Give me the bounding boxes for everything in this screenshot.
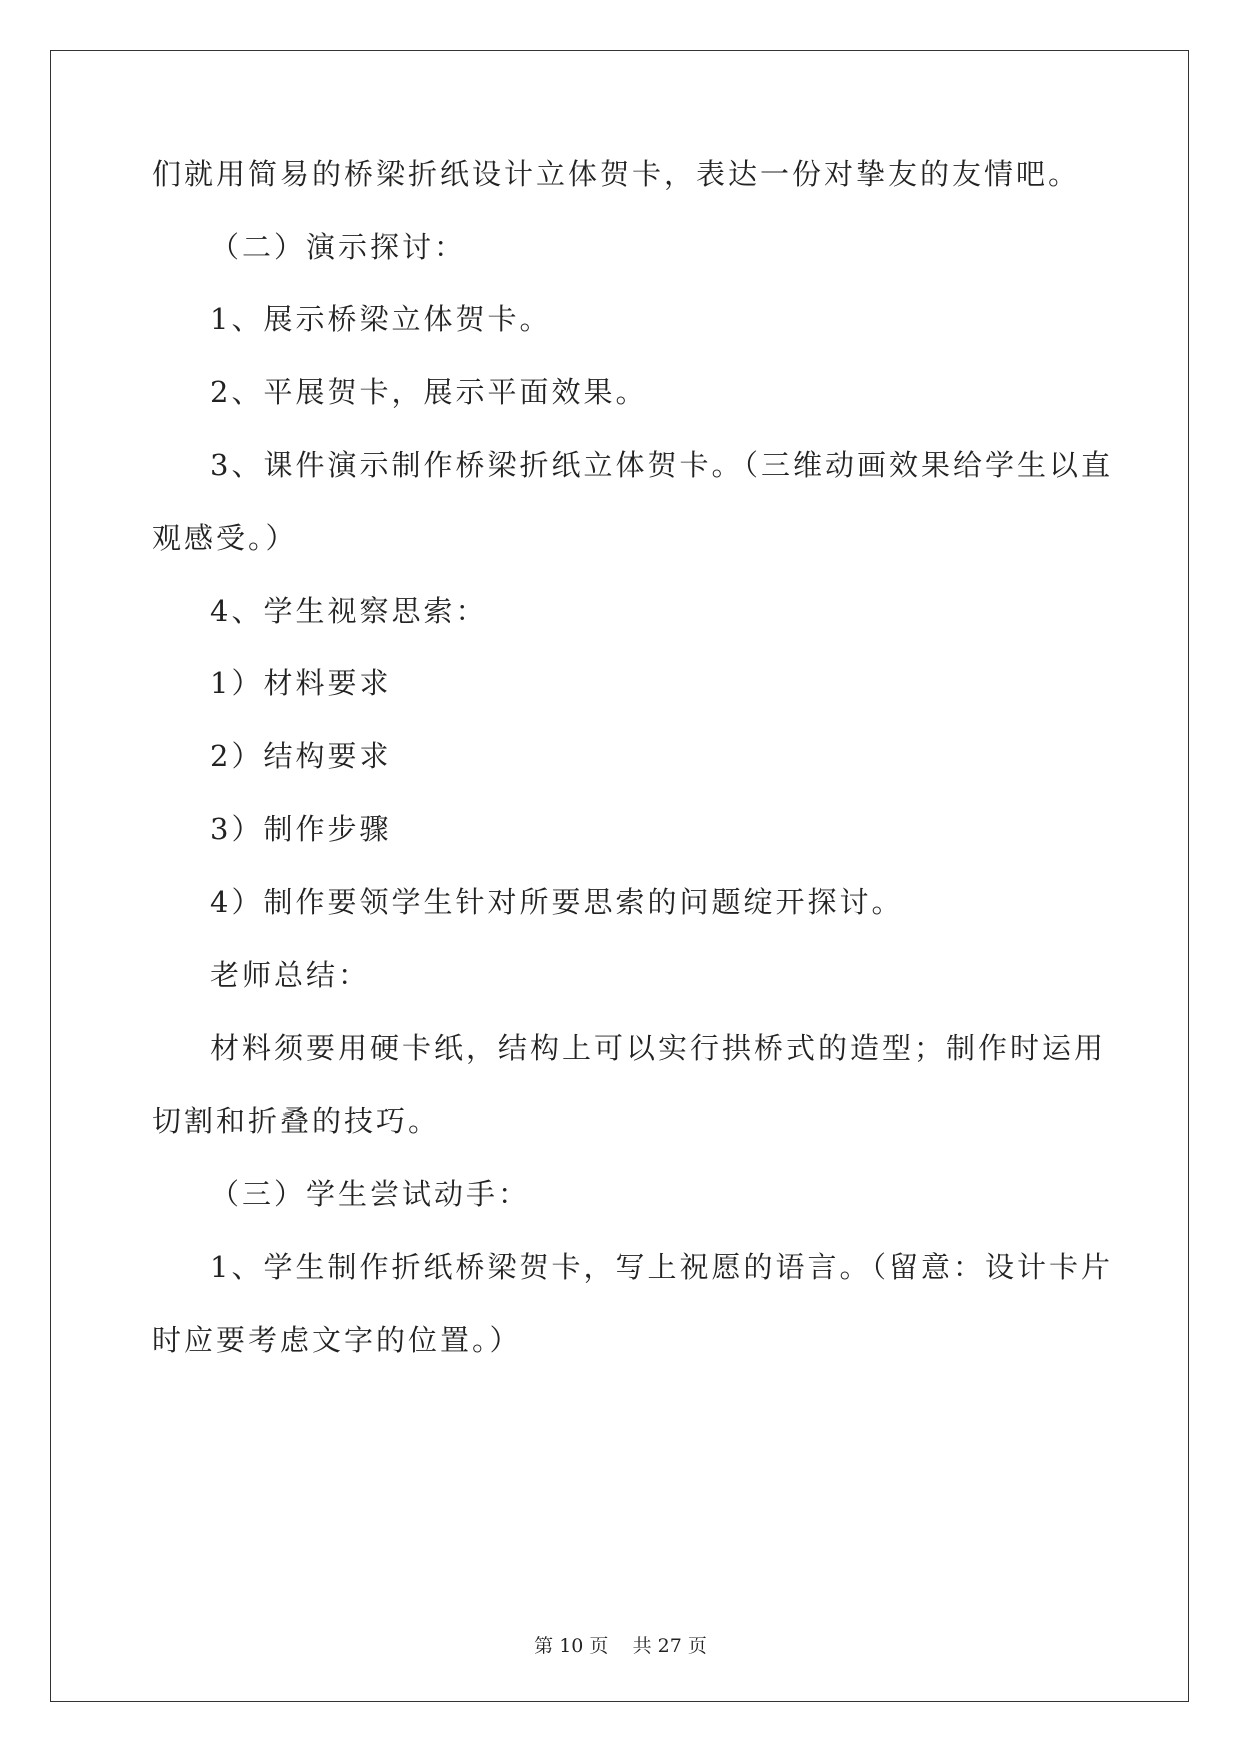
page-number-footer: 第 10 页 共 27 页 [534,1635,707,1657]
list-item: 4、学生视察思索： [210,594,488,628]
list-item: 1、展示桥梁立体贺卡。 [210,302,552,336]
sub-list-item: 3）制作步骤 [210,812,392,846]
section-heading: 老师总结： [210,958,371,992]
sub-list-item: 4）制作要领学生针对所要思索的问题绽开探讨。 [210,885,904,919]
sub-list-item: 2）结构要求 [210,739,392,773]
paragraph-line: 材料须要用硬卡纸，结构上可以实行拱桥式的造型；制作时运用 [210,1031,1107,1065]
list-item: 3、课件演示制作桥梁折纸立体贺卡。（三维动画效果给学生以直 [210,448,1113,482]
list-item-continuation: 时应要考虑文字的位置。） [152,1323,522,1357]
list-item: 1、学生制作折纸桥梁贺卡，写上祝愿的语言。（留意：设计卡片 [210,1250,1113,1284]
section-heading: （二）演示探讨： [210,230,467,264]
paragraph-line: 们就用简易的桥梁折纸设计立体贺卡，表达一份对挚友的友情吧。 [152,157,1081,191]
list-item-continuation: 观感受。） [152,521,298,555]
section-heading: （三）学生尝试动手： [210,1177,531,1211]
page-border [50,50,1189,1702]
paragraph-line-continuation: 切割和折叠的技巧。 [152,1104,441,1138]
sub-list-item: 1）材料要求 [210,666,392,700]
list-item: 2、平展贺卡，展示平面效果。 [210,375,648,409]
